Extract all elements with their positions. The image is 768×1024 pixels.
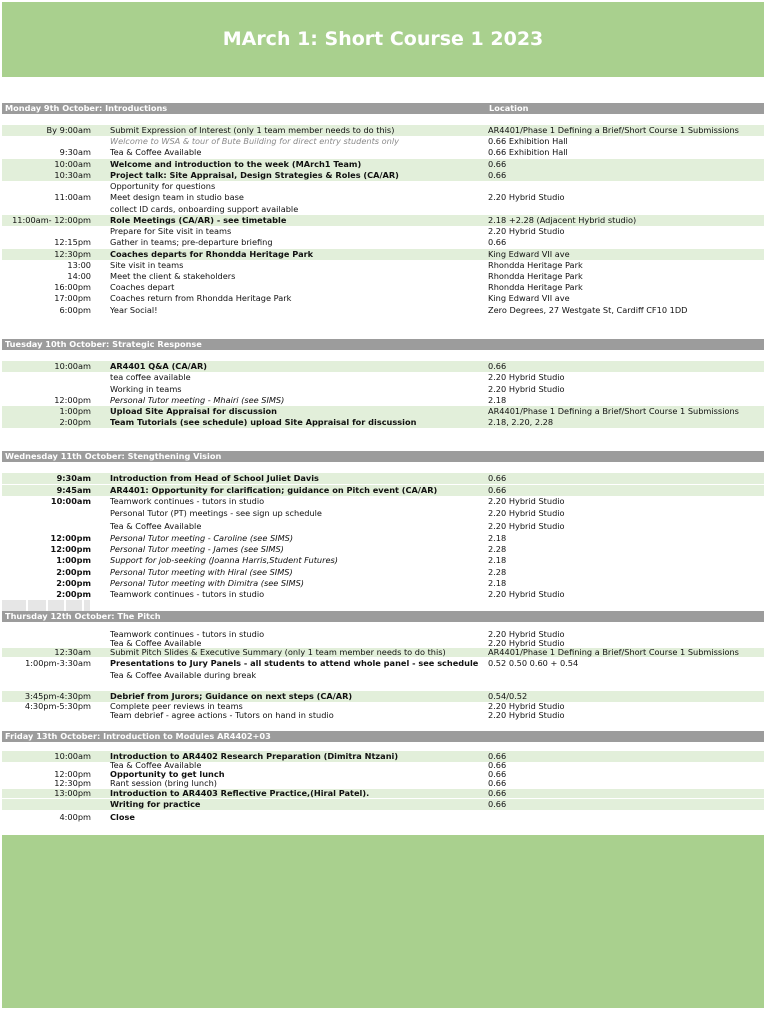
row-time: 12:00pm <box>54 395 91 405</box>
schedule-row <box>2 237 764 248</box>
row-activity: Introduction from Head of School Juliet Davis <box>110 473 319 483</box>
row-activity: Tea & Coffee Available <box>110 638 202 648</box>
schedule-row <box>2 799 764 810</box>
row-activity: Teamwork continues - tutors in studio <box>110 589 265 599</box>
schedule-row <box>2 589 764 600</box>
schedule-row <box>2 271 764 282</box>
row-location: 0.66 <box>488 778 507 788</box>
schedule-row <box>2 395 764 406</box>
schedule-row <box>2 658 764 669</box>
schedule-row <box>2 147 764 158</box>
row-location: 0.66 <box>488 751 507 761</box>
row-activity: tea coffee available <box>110 372 191 382</box>
row-time: 11:00am- 12:00pm <box>12 215 91 225</box>
row-activity: Opportunity for questions <box>110 181 216 191</box>
row-location: 2.18 <box>488 555 507 565</box>
row-activity: Prepare for Site visit in teams <box>110 226 232 236</box>
row-time: 13:00 <box>67 260 91 270</box>
row-activity: Team debrief - agree actions - Tutors on hand in studio <box>110 710 334 720</box>
row-location: 2.20 Hybrid Studio <box>488 496 565 506</box>
row-activity: collect ID cards, onboarding support available <box>110 204 299 214</box>
row-location: 2.20 Hybrid Studio <box>488 710 565 720</box>
section-header <box>2 611 764 622</box>
row-location: 0.66 <box>488 485 507 495</box>
row-activity: Welcome to WSA & tour of Bute Building for direct entry students only <box>110 136 399 146</box>
row-time: 14:00 <box>67 271 91 281</box>
row-time: 12:00pm <box>50 544 91 554</box>
schedule-row <box>2 384 764 395</box>
row-activity: AR4401: Opportunity for clarification; guidance on Pitch event (CA/AR) <box>110 485 438 495</box>
row-activity: Writing for practice <box>110 799 201 809</box>
row-location: AR4401/Phase 1 Defining a Brief/Short Course 1 Submissions <box>488 406 739 416</box>
row-time: 2:00pm <box>59 417 91 427</box>
schedule-row <box>2 533 764 544</box>
row-location: 2.18 +2.28 (Adjacent Hybrid studio) <box>488 215 637 225</box>
cell-stub <box>66 600 82 611</box>
row-location: 0.66 <box>488 788 507 798</box>
schedule-row <box>2 159 764 170</box>
row-time: 1:00pm-3:30am <box>25 658 91 668</box>
schedule-row <box>2 226 764 237</box>
row-activity: Submit Pitch Slides & Executive Summary (only 1 team member needs to do this) <box>110 647 446 657</box>
row-time: By 9:00am <box>46 125 91 135</box>
row-time: 2:00pm <box>56 578 91 588</box>
row-location: 2.28 <box>488 567 507 577</box>
section-title: Wednesday 11th October: Stengthening Vision <box>5 451 222 461</box>
row-activity: Upload Site Appraisal for discussion <box>110 406 277 416</box>
row-time: 10:30am <box>54 170 91 180</box>
schedule-row <box>2 508 764 519</box>
schedule-row <box>2 485 764 496</box>
row-time: 2:00pm <box>56 589 91 599</box>
section-header <box>2 339 764 350</box>
section-header <box>2 731 764 742</box>
row-time: 10:00am <box>54 361 91 371</box>
row-activity: Welcome and introduction to the week (MArch1 Team) <box>110 159 362 169</box>
row-location: 0.66 <box>488 760 507 770</box>
row-location: 2.20 Hybrid Studio <box>488 638 565 648</box>
row-time: 1:00pm <box>56 555 91 565</box>
schedule-row <box>2 711 764 720</box>
row-activity: Debrief from Jurors; Guidance on next steps (CA/AR) <box>110 691 353 701</box>
row-activity: Coaches depart <box>110 282 175 292</box>
schedule-row <box>2 578 764 589</box>
row-location: 2.20 Hybrid Studio <box>488 521 565 531</box>
cell-stub <box>48 600 64 611</box>
row-time: 12:00pm <box>54 769 91 779</box>
row-activity: Personal Tutor (PT) meetings - see sign up schedule <box>110 508 322 518</box>
row-activity: Submit Expression of Interest (only 1 team member needs to do this) <box>110 125 395 135</box>
row-activity: Year Social! <box>110 305 158 315</box>
row-location: AR4401/Phase 1 Defining a Brief/Short Course 1 Submissions <box>488 125 739 135</box>
row-activity: Role Meetings (CA/AR) - see timetable <box>110 215 287 225</box>
schedule-row <box>2 789 764 798</box>
schedule-row <box>2 544 764 555</box>
schedule-row <box>2 305 764 316</box>
row-time: 1:00pm <box>59 406 91 416</box>
row-activity: Gather in teams; pre-departure briefing <box>110 237 273 247</box>
schedule-row <box>2 170 764 181</box>
row-time: 17:00pm <box>54 293 91 303</box>
row-activity: AR4401 Q&A (CA/AR) <box>110 361 208 371</box>
row-location: 0.66 <box>488 769 507 779</box>
row-location: 2.18 <box>488 395 507 405</box>
schedule-row <box>2 204 764 215</box>
row-time: 12:30pm <box>54 778 91 788</box>
row-location: King Edward VII ave <box>488 293 570 303</box>
row-location: 2.20 Hybrid Studio <box>488 372 565 382</box>
row-location: 2.18 <box>488 533 507 543</box>
row-time: 16:00pm <box>54 282 91 292</box>
schedule-row <box>2 555 764 566</box>
schedule-row <box>2 779 764 788</box>
row-time: 10:00am <box>54 159 91 169</box>
row-activity: Opportunity to get lunch <box>110 769 225 779</box>
schedule-row <box>2 181 764 192</box>
row-activity: Working in teams <box>110 384 182 394</box>
row-time: 12:00pm <box>50 533 91 543</box>
row-activity: Tea & Coffee Available <box>110 147 202 157</box>
schedule-row <box>2 293 764 304</box>
schedule-row <box>2 361 764 372</box>
row-time: 11:00am <box>54 192 91 202</box>
row-activity: Tea & Coffee Available <box>110 760 202 770</box>
schedule-row <box>2 812 764 823</box>
schedule-row <box>2 125 764 136</box>
row-activity: Personal Tutor meeting - James (see SIMS) <box>110 544 284 554</box>
row-activity: Team Tutorials (see schedule) upload Site Appraisal for discussion <box>110 417 417 427</box>
row-activity: Close <box>110 812 135 822</box>
schedule-row <box>2 417 764 428</box>
row-location: Zero Degrees, 27 Westgate St, Cardiff CF10 1DD <box>488 305 688 315</box>
row-activity: Coaches return from Rhondda Heritage Park <box>110 293 292 303</box>
row-time: 9:30am <box>59 147 91 157</box>
row-location: Rhondda Heritage Park <box>488 260 583 270</box>
cell-stub <box>28 600 46 611</box>
row-time: 4:30pm-5:30pm <box>24 701 91 711</box>
row-location: 2.18, 2.20, 2.28 <box>488 417 554 427</box>
schedule-row <box>2 670 764 681</box>
row-location: 2.20 Hybrid Studio <box>488 508 565 518</box>
row-location: 2.20 Hybrid Studio <box>488 701 565 711</box>
row-location: 0.66 Exhibition Hall <box>488 136 568 146</box>
schedule-row <box>2 192 764 203</box>
row-location: 2.20 Hybrid Studio <box>488 226 565 236</box>
row-location: 2.20 Hybrid Studio <box>488 589 565 599</box>
schedule-row <box>2 406 764 417</box>
row-activity: Personal Tutor meeting with Hiral (see SIMS) <box>110 567 293 577</box>
row-activity: Teamwork continues - tutors in studio <box>110 629 265 639</box>
row-activity: Project talk: Site Appraisal, Design Strategies & Roles (CA/AR) <box>110 170 399 180</box>
section-header <box>2 103 764 114</box>
footer-banner <box>2 835 764 1008</box>
row-activity: Introduction to AR4403 Reflective Practice,(Hiral Patel). <box>110 788 370 798</box>
section-title: Monday 9th October: Introductions <box>5 103 168 113</box>
row-activity: Meet design team in studio base <box>110 192 244 202</box>
row-time: 12:15pm <box>54 237 91 247</box>
row-activity: Introduction to AR4402 Research Preparation (Dimitra Ntzani) <box>110 751 399 761</box>
row-time: 12:30pm <box>54 249 91 259</box>
section-title: Tuesday 10th October: Strategic Response <box>5 339 202 349</box>
row-location: 0.66 <box>488 799 507 809</box>
row-activity: Complete peer reviews in teams <box>110 701 243 711</box>
schedule-row <box>2 136 764 147</box>
row-activity: Presentations to Jury Panels - all students to attend whole panel - see schedule <box>110 658 479 668</box>
row-location: 0.52 0.50 0.60 + 0.54 <box>488 658 579 668</box>
schedule-row <box>2 215 764 226</box>
schedule-row <box>2 473 764 484</box>
section-header <box>2 451 764 462</box>
schedule-row <box>2 260 764 271</box>
title-banner <box>2 2 764 77</box>
row-activity: Tea & Coffee Available <box>110 521 202 531</box>
row-location: 0.54/0.52 <box>488 691 528 701</box>
cell-stub <box>84 600 90 611</box>
cell-stub <box>2 600 26 611</box>
row-location: 2.20 Hybrid Studio <box>488 192 565 202</box>
location-column-header: Location <box>489 103 529 113</box>
row-activity: Site visit in teams <box>110 260 184 270</box>
schedule-row <box>2 372 764 383</box>
row-time: 13:00pm <box>54 788 91 798</box>
row-time: 9:45am <box>56 485 91 495</box>
page-title: MArch 1: Short Course 1 2023 <box>222 28 544 50</box>
row-time: 3:45pm-4:30pm <box>24 691 91 701</box>
section-title: Thursday 12th October: The Pitch <box>5 611 161 621</box>
row-time: 2:00pm <box>56 567 91 577</box>
row-activity: Support for job-seeking (Joanna Harris,Student Futures) <box>110 555 338 565</box>
row-time: 10:00am <box>50 496 91 506</box>
schedule-row <box>2 496 764 507</box>
row-activity: Tea & Coffee Available during break <box>110 670 257 680</box>
section-title: Friday 13th October: Introduction to Modules AR4402+03 <box>5 731 271 741</box>
row-location: 2.18 <box>488 578 507 588</box>
row-time: 6:00pm <box>59 305 91 315</box>
row-activity: Coaches departs for Rhondda Heritage Park <box>110 249 314 259</box>
row-location: 0.66 <box>488 237 507 247</box>
row-location: King Edward VII ave <box>488 249 570 259</box>
row-location: 2.20 Hybrid Studio <box>488 384 565 394</box>
row-activity: Rant session (bring lunch) <box>110 778 217 788</box>
row-activity: Meet the client & stakeholders <box>110 271 236 281</box>
row-activity: Teamwork continues - tutors in studio <box>110 496 265 506</box>
row-location: Rhondda Heritage Park <box>488 271 583 281</box>
row-activity: Personal Tutor meeting - Caroline (see SIMS) <box>110 533 294 543</box>
row-time: 4:00pm <box>59 812 91 822</box>
row-location: 0.66 <box>488 473 507 483</box>
row-activity: Personal Tutor meeting - Mhairi (see SIMS) <box>110 395 285 405</box>
row-location: 2.20 Hybrid Studio <box>488 629 565 639</box>
row-location: 0.66 <box>488 170 507 180</box>
schedule-row <box>2 282 764 293</box>
schedule-row <box>2 648 764 657</box>
schedule-row <box>2 567 764 578</box>
row-location: 0.66 Exhibition Hall <box>488 147 568 157</box>
row-location: AR4401/Phase 1 Defining a Brief/Short Course 1 Submissions <box>488 647 739 657</box>
row-time: 10:00am <box>54 751 91 761</box>
schedule-row <box>2 249 764 260</box>
schedule-row <box>2 521 764 532</box>
row-time: 9:30am <box>56 473 91 483</box>
row-location: 0.66 <box>488 361 507 371</box>
row-time: 12:30am <box>54 647 91 657</box>
row-location: 2.28 <box>488 544 507 554</box>
row-location: Rhondda Heritage Park <box>488 282 583 292</box>
row-activity: Personal Tutor meeting with Dimitra (see SIMS) <box>110 578 304 588</box>
row-location: 0.66 <box>488 159 507 169</box>
